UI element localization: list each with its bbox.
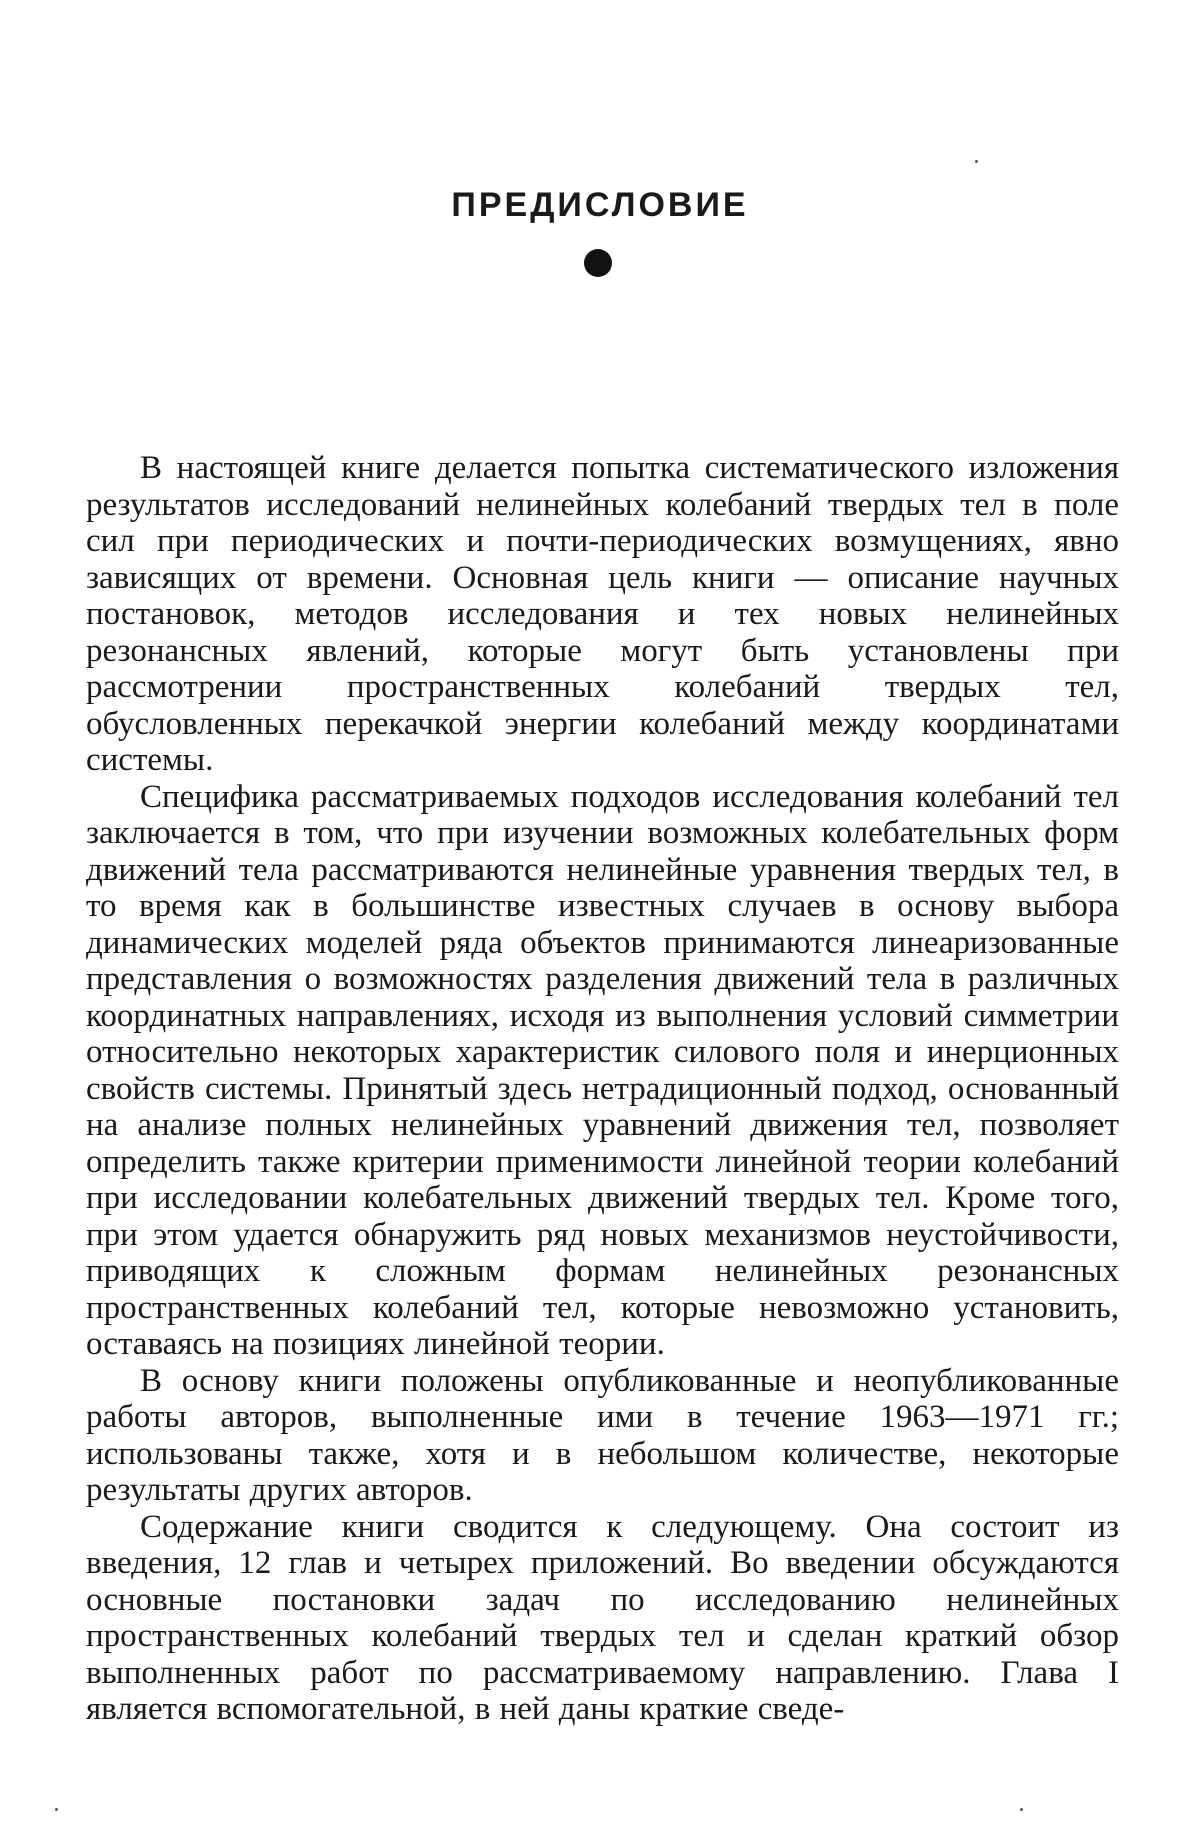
paragraph: В основу книги положены опубликованные и неопубликованные работы авторов, выполненные ими в течение 1963—1971 гг.; использованы также, хотя и в небольшом количестве, некоторые результаты других авторов. bbox=[86, 1362, 1119, 1508]
paragraph: Содержание книги сводится к следующему. Она состоит из введения, 12 глав и четырех приложений. Во введении обсуждаются основные постановки задач по исследованию нелинейных пространственных колебаний твердых тел и сделан краткий обзор выполненных работ по рассматриваемому направлению. Глава I является вспомогательной, в ней даны краткие сведе- bbox=[86, 1508, 1119, 1727]
scan-speck bbox=[55, 1808, 58, 1811]
page-title: ПРЕДИСЛОВИЕ bbox=[451, 186, 749, 224]
preface-text bbox=[86, 450, 1119, 1728]
scan-speck bbox=[975, 160, 978, 163]
paragraph: Специфика рассматриваемых подходов исследования колебаний тел заключается в том, что при изучении возможных колебательных форм движений тела рассматриваются нелинейные уравнения твердых тел, в то время как в большинстве известных случаев в основу выбора динамических моделей ряда объектов принимаются линеаризованные представления о возможностях разделения движений тела в различных координатных направлениях, исходя из выполнения условий симметрии относительно некоторых характеристик силового поля и инерционных свойств системы. Принятый здесь нетрадиционный подход, основанный на анализе полных нелинейных уравнений движения тел, позволяет определить также критерии применимости линейной теории колебаний при исследовании колебательных движений твердых тел. Кроме того, при этом удается обнаружить ряд новых механизмов неустойчивости, приводящих к сложным формам нелинейных резонансных пространственных колебаний тел, которые невозможно установить, оставаясь на позициях линейной теории. bbox=[86, 778, 1119, 1362]
bullet-dot-icon bbox=[584, 249, 612, 277]
paragraph: В настоящей книге делается попытка систематического изложения результатов исследований нелинейных колебаний твердых тел в поле сил при периодических и почти-периодических возмущениях, явно зависящих от времени. Основная цель книги — описание научных постановок, методов исследования и тех новых нелинейных резонансных явлений, которые могут быть установлены при рассмотрении пространственных колебаний твердых тел, обусловленных перекачкой энергии колебаний между координатами системы. bbox=[86, 450, 1119, 778]
scan-speck bbox=[1020, 1808, 1023, 1811]
